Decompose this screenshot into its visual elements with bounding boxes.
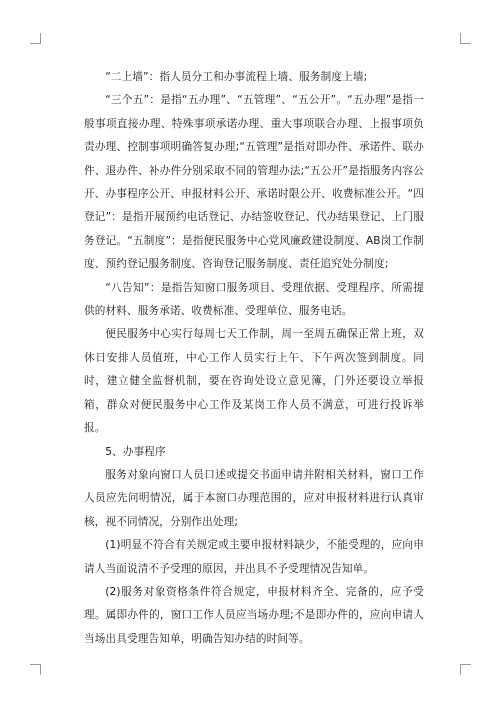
paragraph-two-on-wall: “二上墙”：指人员分工和办事流程上墙、服务制度上墙; <box>105 71 368 83</box>
crop-mark-top-left <box>30 33 41 44</box>
paragraph-procedure-item-1: (1)明显不符合有关规定或主要申报材料缺少，不能受理的，应向申请人当面说清不予受理的原因，并出具不予受理情况告知单。 <box>84 539 424 575</box>
paragraph-work-schedule: 便民服务中心实行每周七天工作制，周一至周五确保正常上班，双休日安排人员值班，中心工作人员实行上午、下午两次签到制度。同时，建立健全监督机制，要在咨询处设立意见簿，门外还要设立举报箱，群众对便民服务中心工作及某岗工作人员不满意，可进行投诉举报。 <box>84 328 424 435</box>
document-page <box>84 66 424 651</box>
paragraph-three-fives: “三个五”：是指“五办理”、“五管理”、“五公开”。“五办理”是指一般事项直接办理、特殊事项承诺办理、重大事项联合办理、上报事项负责办理、控制事项明确答复办理;“五管理”是指对即办件、承诺件、联办件、退办件、补办件分别采取不同的管理办法;“五公开”是指服务内容公开、办事程序公开、申报材料公开、承诺时限公开、收费标准公开。“四登记”：是指开展预约电话登记、办结签收登记、代办结果登记、上门服务登记。“五制度”：是指便民服务中心党风廉政建设制度、AB岗工作制度、预约登记服务制度、咨询登记服务制度、责任追究处分制度; <box>84 94 424 271</box>
crop-mark-top-right <box>460 33 471 44</box>
section-heading-procedure: 5、办事程序 <box>105 445 166 458</box>
paragraph-eight-notices: “八告知”：是指告知窗口服务项目、受理依据、受理程序、所需提供的材料、服务承诺、收费标准、受理单位、服务电话。 <box>84 281 424 318</box>
crop-mark-bottom-left <box>30 664 41 675</box>
paragraph-procedure-intro: 服务对象向窗口人员口述或提交书面申请并附相关材料，窗口工作人员应先问明情况，属于本窗口办理范围的，应对申报材料进行认真审核，视不同情况，分别作出处理; <box>84 468 424 528</box>
crop-mark-bottom-right <box>460 664 471 675</box>
paragraph-procedure-item-2: (2)服务对象资格条件符合规定，申报材料齐全、完备的，应予受理。属即办件的，窗口工作人员应当场办理;不是即办件的，应向申请人当场出具受理告知单，明确告知办结的时间等。 <box>84 585 424 645</box>
